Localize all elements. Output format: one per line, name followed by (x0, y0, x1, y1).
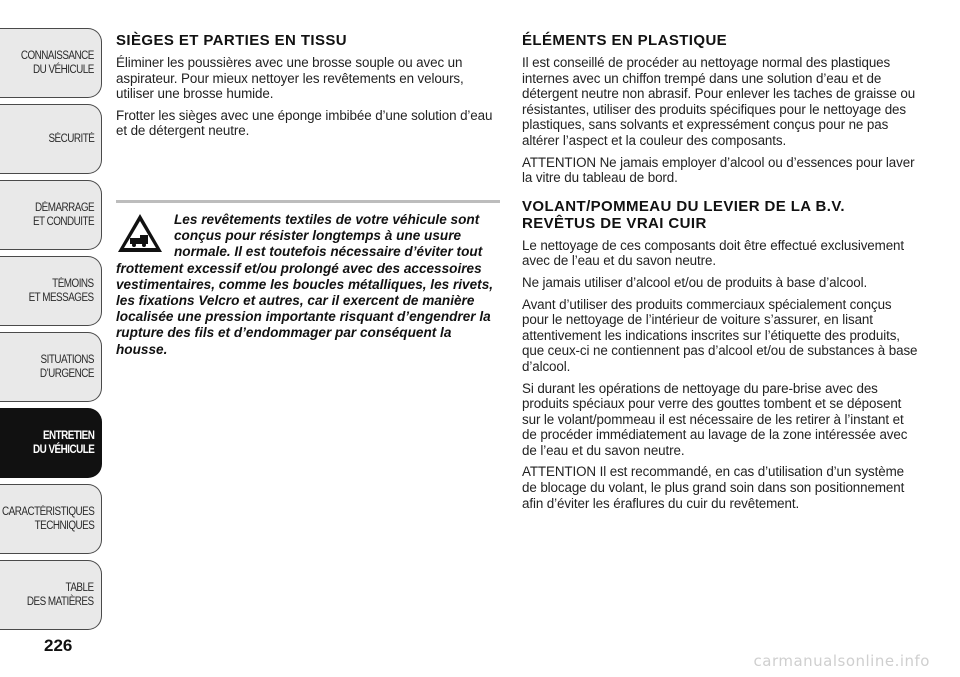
tab-label: TABLE DES MATIÈRES (27, 582, 94, 608)
watermark: carmanualsonline.info (753, 652, 930, 670)
tab-label: CONNAISSANCE DU VÉHICULE (21, 50, 94, 76)
paragraph: Avant d’utiliser des produits commerciaux spécialement conçus pour le nettoyage de l’intérieur de voiture s’assurer, en lisant attentivement les indications inscrites sur l’étiquette des produits, que ceux-ci ne contiennent pas d’alcool et/ou de substances à base d’alcool. (522, 296, 918, 374)
left-column (116, 32, 500, 145)
paragraph: Si durant les opérations de nettoyage du pare-brise avec des produits spéciaux pour verre des gouttes tombent et se déposent sur le volant/pommeau il est nécessaire de les retirer à l’instant et de procéder immédiatement au lavage de la zone intéressée avec de l’eau et du savon neutre. (522, 380, 908, 458)
tab-situations-d-urgence[interactable] (0, 332, 102, 402)
tab-connaissance-du-vehicule[interactable] (0, 28, 102, 98)
tab-label: TÉMOINS ET MESSAGES (28, 278, 94, 304)
tab-securite[interactable] (0, 104, 102, 174)
tab-temoins-et-messages[interactable] (0, 256, 102, 326)
section-heading: SIÈGES ET PARTIES EN TISSU (116, 32, 347, 49)
tab-label: SITUATIONS D’URGENCE (39, 354, 94, 380)
paragraph: Ne jamais utiliser d’alcool et/ou de produits à base d’alcool. (522, 274, 868, 290)
paragraph: Éliminer les poussières avec une brosse souple ou avec un aspirateur. Pour mieux nettoyer les revêtements en velours, utiliser une brosse humide. (116, 55, 464, 102)
paragraph: ATTENTION Ne jamais employer d’alcool ou d’essences pour laver la vitre du tableau de bord. (522, 154, 915, 186)
tab-label: DÉMARRAGE ET CONDUITE (32, 202, 94, 228)
paragraph: Le nettoyage de ces composants doit être effectué exclusivement avec de l’eau et du savon neutre. (522, 237, 905, 269)
tab-demarrage-et-conduite[interactable] (0, 180, 102, 250)
tab-label: SÉCURITÉ (48, 133, 94, 145)
warning-box (116, 212, 500, 358)
tab-caracteristiques-techniques[interactable] (0, 484, 102, 554)
paragraph: Il est conseillé de procéder au nettoyage normal des plastiques internes avec un chiffon trempé dans une solution d’eau et de détergent neutre non abrasif. Pour enlever les taches de graisse ou résistantes, utiliser des produits spécifiques pour le nettoyage des plastiques, sans solvants et expressément conçus pour ne pas altérer l’aspect et la couleur des composants. (522, 55, 916, 148)
tab-entretien-du-vehicule[interactable] (0, 408, 102, 478)
warning-triangle-icon (116, 212, 164, 254)
tab-label: CARACTÉRISTIQUES TECHNIQUES (1, 506, 94, 532)
page-number: 226 (44, 636, 73, 655)
right-column (522, 32, 918, 517)
divider (116, 200, 500, 203)
tab-label: ENTRETIEN DU VÉHICULE (32, 430, 94, 456)
paragraph: ATTENTION Il est recommandé, en cas d’utilisation d’un système de blocage du volant, le plus grand soin dans son positionnement afin d’éviter les éraflures du cuir du revêtement. (522, 464, 905, 511)
section-heading: ÉLÉMENTS EN PLASTIQUE (522, 32, 728, 49)
warning-text: Les revêtements textiles de votre véhicule sont conçus pour résister longtemps à une usure normale. Il est toutefois nécessaire d’éviter tout frottement excessif et/ou prolongé avec des accessoires vestimentaires, comme les boucles métalliques, les rivets, les fixations Velcro et autres, car il exercent de manière localisée une pression importante risquant d’engendrer la rupture des fils et d’endommager par conséquent la housse. (116, 212, 494, 357)
section-heading: VOLANT/POMMEAU DU LEVIER DE LA B.V. REVÊTUS DE VRAI CUIR (522, 197, 845, 232)
tab-table-des-matieres[interactable] (0, 560, 102, 630)
paragraph: Frotter les sièges avec une éponge imbibée d’une solution d’eau et de détergent neutre. (116, 107, 493, 139)
